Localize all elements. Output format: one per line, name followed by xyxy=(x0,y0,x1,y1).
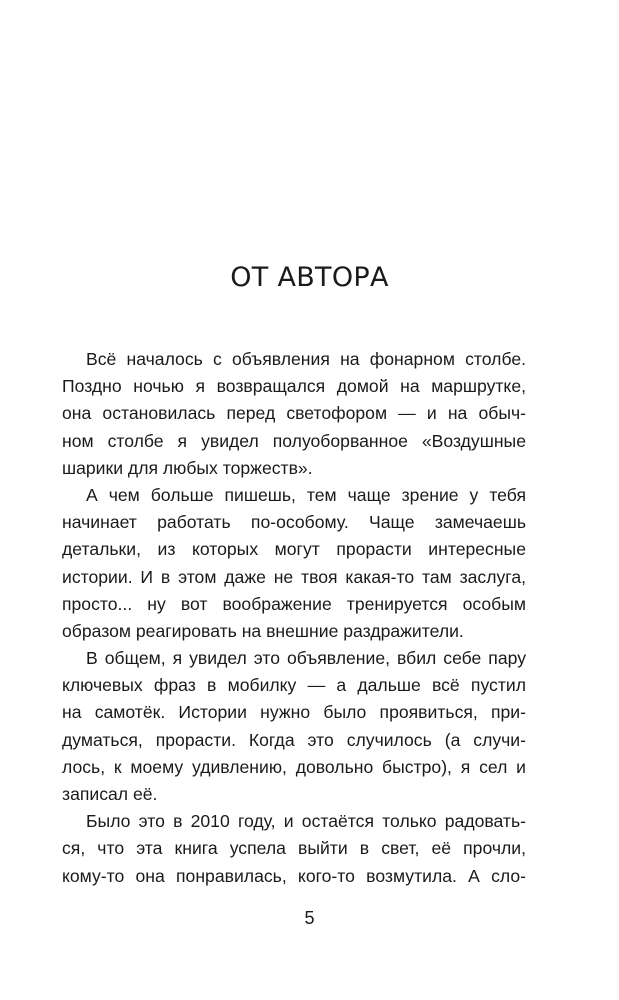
text-line: Всё началось с объявления на фонарном столбе. xyxy=(86,349,526,369)
text-line: просто... ну вот воображение тренируется особым xyxy=(62,593,526,614)
text-line: на самотёк. Истории нужно было проявиться, при- xyxy=(62,702,526,723)
text-line: Было это в 2010 году, и остаётся только радовать- xyxy=(86,811,526,832)
text-line: начинает работать по-особому. Чаще замечаешь xyxy=(62,512,526,533)
text-line: шарики для любых торжеств». xyxy=(62,457,313,478)
text-line: ся, что эта книга успела выйти в свет, её прочли, xyxy=(62,838,526,859)
text-line: ном столбе я увидел полуоборванное «Воздушные xyxy=(62,430,526,451)
text-line: детальки, из которых могут прорасти интересные xyxy=(62,539,526,560)
text-line: она остановилась перед светофором — и на обыч- xyxy=(62,403,526,424)
chapter-heading: ОТ АВТОРА xyxy=(230,262,389,293)
text-line: думаться, прорасти. Когда это случилось (а случи- xyxy=(62,729,526,750)
page-number: 5 xyxy=(304,908,315,928)
text-line: ключевых фраз в мобилку — а дальше всё пустил xyxy=(62,675,526,696)
text-line: В общем, я увидел это объявление, вбил себе пару xyxy=(86,648,526,669)
text-line: лось, к моему удивлению, довольно быстро), я сел и xyxy=(62,756,526,777)
text-line: записал её. xyxy=(62,784,158,804)
body-text xyxy=(62,346,526,890)
text-line: образом реагировать на внешние раздражители. xyxy=(62,620,464,641)
text-line: истории. И в этом даже не твоя какая-то там заслуга, xyxy=(62,566,526,587)
text-line: А чем больше пишешь, тем чаще зрение у тебя xyxy=(86,484,526,505)
text-line: кому-то она понравилась, кого-то возмутила. А сло- xyxy=(62,865,526,886)
text-line: Поздно ночью я возвращался домой на маршрутке, xyxy=(62,376,526,397)
